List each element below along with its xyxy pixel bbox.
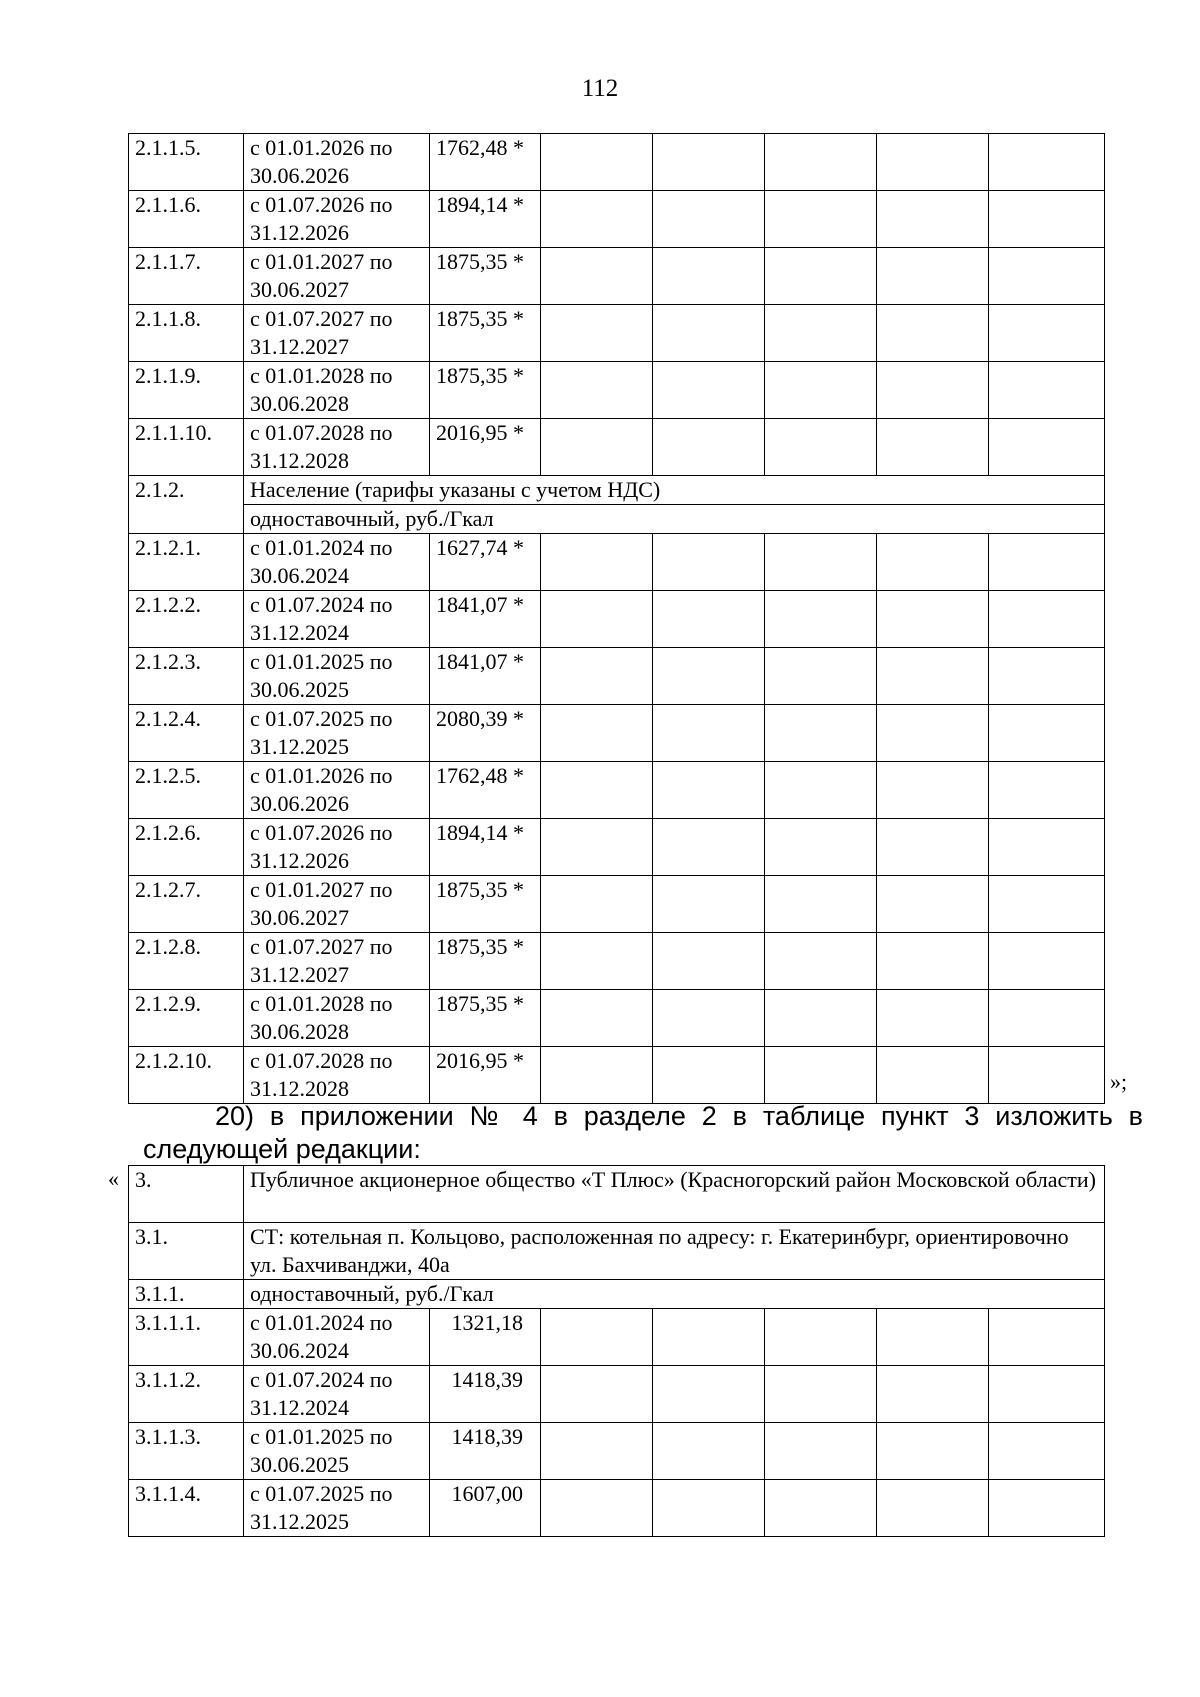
row-number: 2.1.1.7. (129, 248, 244, 305)
empty-cell (653, 705, 765, 762)
row-number: 2.1.1.10. (129, 419, 244, 476)
empty-cell (989, 419, 1105, 476)
row-number: 2.1.2.5. (129, 762, 244, 819)
empty-cell (653, 1480, 765, 1537)
empty-cell (541, 762, 653, 819)
empty-cell (541, 876, 653, 933)
period-cell: с 01.07.2025 по 31.12.2025 (244, 1480, 430, 1537)
empty-cell (877, 1423, 989, 1480)
row-number: 2.1.2.3. (129, 648, 244, 705)
empty-cell (989, 1047, 1105, 1104)
empty-cell (765, 762, 877, 819)
table-row (129, 534, 1105, 591)
section-row (129, 1166, 1105, 1223)
table-row (129, 1423, 1105, 1480)
table-row (129, 990, 1105, 1047)
tariff-table-2 (128, 1165, 1105, 1537)
tariff-table-1 (128, 133, 1105, 1104)
empty-cell (541, 591, 653, 648)
table-row (129, 591, 1105, 648)
empty-cell (765, 1309, 877, 1366)
section-label: Публичное акционерное общество «Т Плюс» (Красногорский район Московской области) (244, 1166, 1105, 1223)
empty-cell (877, 1309, 989, 1366)
tariff-value: 1418,39 (430, 1423, 541, 1480)
tariff-value: 1762,48 * (430, 134, 541, 191)
empty-cell (765, 819, 877, 876)
empty-cell (653, 362, 765, 419)
empty-cell (653, 534, 765, 591)
period-cell: с 01.01.2026 по 30.06.2026 (244, 762, 430, 819)
tariff-table-1-body (129, 134, 1105, 1104)
empty-cell (877, 933, 989, 990)
row-number: 3. (129, 1166, 244, 1223)
empty-cell (877, 648, 989, 705)
amendment-text: 20) в приложении № 4 в разделе 2 в таблице пункт 3 изложить в следующей редакции: (143, 1101, 1143, 1164)
empty-cell (653, 876, 765, 933)
opening-quote: « (108, 1166, 119, 1191)
tariff-value: 1321,18 (430, 1309, 541, 1366)
table-row (129, 191, 1105, 248)
table-row (129, 134, 1105, 191)
table-row (129, 876, 1105, 933)
table-row (129, 1047, 1105, 1104)
table-row (129, 1309, 1105, 1366)
row-number: 2.1.2. (129, 476, 244, 534)
empty-cell (989, 362, 1105, 419)
empty-cell (989, 591, 1105, 648)
empty-cell (541, 819, 653, 876)
empty-cell (877, 419, 989, 476)
empty-cell (653, 419, 765, 476)
tariff-value: 2016,95 * (430, 1047, 541, 1104)
period-cell: с 01.07.2027 по 31.12.2027 (244, 305, 430, 362)
closing-quote: »; (1110, 1069, 1128, 1094)
empty-cell (541, 705, 653, 762)
row-number: 2.1.1.6. (129, 191, 244, 248)
empty-cell (989, 933, 1105, 990)
empty-cell (989, 248, 1105, 305)
empty-cell (541, 191, 653, 248)
empty-cell (765, 1047, 877, 1104)
row-number: 3.1.1. (129, 1280, 244, 1309)
table-row (129, 362, 1105, 419)
empty-cell (653, 591, 765, 648)
empty-cell (765, 1366, 877, 1423)
empty-cell (541, 1366, 653, 1423)
row-number: 2.1.1.8. (129, 305, 244, 362)
row-number: 3.1.1.3. (129, 1423, 244, 1480)
empty-cell (877, 990, 989, 1047)
period-cell: с 01.01.2028 по 30.06.2028 (244, 990, 430, 1047)
empty-cell (541, 419, 653, 476)
empty-cell (989, 305, 1105, 362)
empty-cell (765, 1423, 877, 1480)
empty-cell (653, 648, 765, 705)
page-number: 112 (581, 75, 619, 102)
table-row (129, 762, 1105, 819)
table-row (129, 819, 1105, 876)
period-cell: с 01.07.2027 по 31.12.2027 (244, 933, 430, 990)
empty-cell (877, 134, 989, 191)
tariff-table-2-body (129, 1166, 1105, 1537)
empty-cell (765, 648, 877, 705)
row-number: 3.1. (129, 1223, 244, 1280)
tariff-value: 1841,07 * (430, 648, 541, 705)
table-row (129, 933, 1105, 990)
section-subrow (129, 505, 1105, 534)
table-row (129, 648, 1105, 705)
empty-cell (653, 933, 765, 990)
empty-cell (989, 762, 1105, 819)
empty-cell (877, 534, 989, 591)
empty-cell (541, 933, 653, 990)
tariff-value: 1762,48 * (430, 762, 541, 819)
empty-cell (653, 1423, 765, 1480)
empty-cell (765, 534, 877, 591)
empty-cell (653, 1309, 765, 1366)
tariff-value: 1875,35 * (430, 933, 541, 990)
empty-cell (541, 534, 653, 591)
row-number: 2.1.2.2. (129, 591, 244, 648)
empty-cell (877, 248, 989, 305)
period-cell: с 01.07.2024 по 31.12.2024 (244, 591, 430, 648)
empty-cell (877, 191, 989, 248)
empty-cell (765, 191, 877, 248)
empty-cell (989, 1480, 1105, 1537)
row-number: 2.1.1.9. (129, 362, 244, 419)
row-number: 2.1.2.9. (129, 990, 244, 1047)
empty-cell (765, 591, 877, 648)
period-cell: с 01.01.2024 по 30.06.2024 (244, 1309, 430, 1366)
empty-cell (541, 1047, 653, 1104)
empty-cell (877, 362, 989, 419)
empty-cell (877, 819, 989, 876)
section-label: СТ: котельная п. Кольцово, расположенная по адресу: г. Екатеринбург, ориентировочно ул. Бахчиванджи, 40а (244, 1223, 1105, 1280)
section-label: одноставочный, руб./Гкал (244, 1280, 1105, 1309)
empty-cell (989, 191, 1105, 248)
row-number: 2.1.1.5. (129, 134, 244, 191)
empty-cell (653, 762, 765, 819)
empty-cell (541, 990, 653, 1047)
period-cell: с 01.01.2027 по 30.06.2027 (244, 876, 430, 933)
table-row (129, 1366, 1105, 1423)
empty-cell (541, 362, 653, 419)
empty-cell (877, 705, 989, 762)
period-cell: с 01.01.2028 по 30.06.2028 (244, 362, 430, 419)
empty-cell (877, 1366, 989, 1423)
table-row (129, 305, 1105, 362)
empty-cell (765, 933, 877, 990)
empty-cell (877, 591, 989, 648)
tariff-value: 1894,14 * (430, 819, 541, 876)
row-number: 2.1.2.6. (129, 819, 244, 876)
empty-cell (765, 705, 877, 762)
tariff-value: 2016,95 * (430, 419, 541, 476)
row-number: 3.1.1.1. (129, 1309, 244, 1366)
empty-cell (989, 1309, 1105, 1366)
empty-cell (765, 248, 877, 305)
tariff-value: 1627,74 * (430, 534, 541, 591)
empty-cell (989, 1366, 1105, 1423)
tariff-value: 1875,35 * (430, 990, 541, 1047)
period-cell: с 01.01.2026 по 30.06.2026 (244, 134, 430, 191)
empty-cell (989, 705, 1105, 762)
row-number: 2.1.2.1. (129, 534, 244, 591)
table-row (129, 705, 1105, 762)
section-row (129, 476, 1105, 505)
period-cell: с 01.01.2025 по 30.06.2025 (244, 648, 430, 705)
period-cell: с 01.07.2026 по 31.12.2026 (244, 819, 430, 876)
table-row (129, 248, 1105, 305)
empty-cell (653, 1047, 765, 1104)
empty-cell (541, 134, 653, 191)
tariff-value: 1875,35 * (430, 876, 541, 933)
empty-cell (765, 362, 877, 419)
period-cell: с 01.01.2027 по 30.06.2027 (244, 248, 430, 305)
empty-cell (765, 305, 877, 362)
tariff-value: 1875,35 * (430, 305, 541, 362)
row-number: 2.1.2.7. (129, 876, 244, 933)
empty-cell (653, 248, 765, 305)
empty-cell (653, 819, 765, 876)
period-cell: с 01.07.2028 по 31.12.2028 (244, 1047, 430, 1104)
empty-cell (765, 876, 877, 933)
empty-cell (541, 1309, 653, 1366)
empty-cell (653, 1366, 765, 1423)
row-number: 3.1.1.2. (129, 1366, 244, 1423)
empty-cell (877, 1047, 989, 1104)
row-number: 2.1.2.4. (129, 705, 244, 762)
empty-cell (989, 1423, 1105, 1480)
empty-cell (653, 134, 765, 191)
tariff-value: 1875,35 * (430, 248, 541, 305)
section-row (129, 1223, 1105, 1280)
row-number: 2.1.2.8. (129, 933, 244, 990)
period-cell: с 01.07.2028 по 31.12.2028 (244, 419, 430, 476)
empty-cell (877, 305, 989, 362)
period-cell: с 01.01.2025 по 30.06.2025 (244, 1423, 430, 1480)
empty-cell (765, 1480, 877, 1537)
empty-cell (989, 534, 1105, 591)
table-row (129, 419, 1105, 476)
empty-cell (989, 134, 1105, 191)
empty-cell (653, 990, 765, 1047)
empty-cell (989, 876, 1105, 933)
empty-cell (989, 819, 1105, 876)
empty-cell (877, 762, 989, 819)
amendment-paragraph (143, 1100, 1143, 1166)
table-row (129, 1480, 1105, 1537)
tariff-value: 1418,39 (430, 1366, 541, 1423)
row-number: 3.1.1.4. (129, 1480, 244, 1537)
empty-cell (765, 419, 877, 476)
section-row (129, 1280, 1105, 1309)
period-cell: с 01.01.2024 по 30.06.2024 (244, 534, 430, 591)
empty-cell (989, 648, 1105, 705)
empty-cell (541, 648, 653, 705)
empty-cell (877, 1480, 989, 1537)
period-cell: с 01.07.2024 по 31.12.2024 (244, 1366, 430, 1423)
tariff-value: 2080,39 * (430, 705, 541, 762)
empty-cell (877, 876, 989, 933)
tariff-value: 1841,07 * (430, 591, 541, 648)
period-cell: с 01.07.2026 по 31.12.2026 (244, 191, 430, 248)
empty-cell (765, 134, 877, 191)
empty-cell (541, 1480, 653, 1537)
empty-cell (541, 305, 653, 362)
empty-cell (989, 990, 1105, 1047)
tariff-value: 1875,35 * (430, 362, 541, 419)
empty-cell (653, 191, 765, 248)
section-sublabel: одноставочный, руб./Гкал (244, 505, 1105, 534)
tariff-value: 1607,00 (430, 1480, 541, 1537)
empty-cell (765, 990, 877, 1047)
period-cell: с 01.07.2025 по 31.12.2025 (244, 705, 430, 762)
row-number: 2.1.2.10. (129, 1047, 244, 1104)
empty-cell (653, 305, 765, 362)
empty-cell (541, 248, 653, 305)
tariff-value: 1894,14 * (430, 191, 541, 248)
empty-cell (541, 1423, 653, 1480)
section-label: Население (тарифы указаны с учетом НДС) (244, 476, 1105, 505)
